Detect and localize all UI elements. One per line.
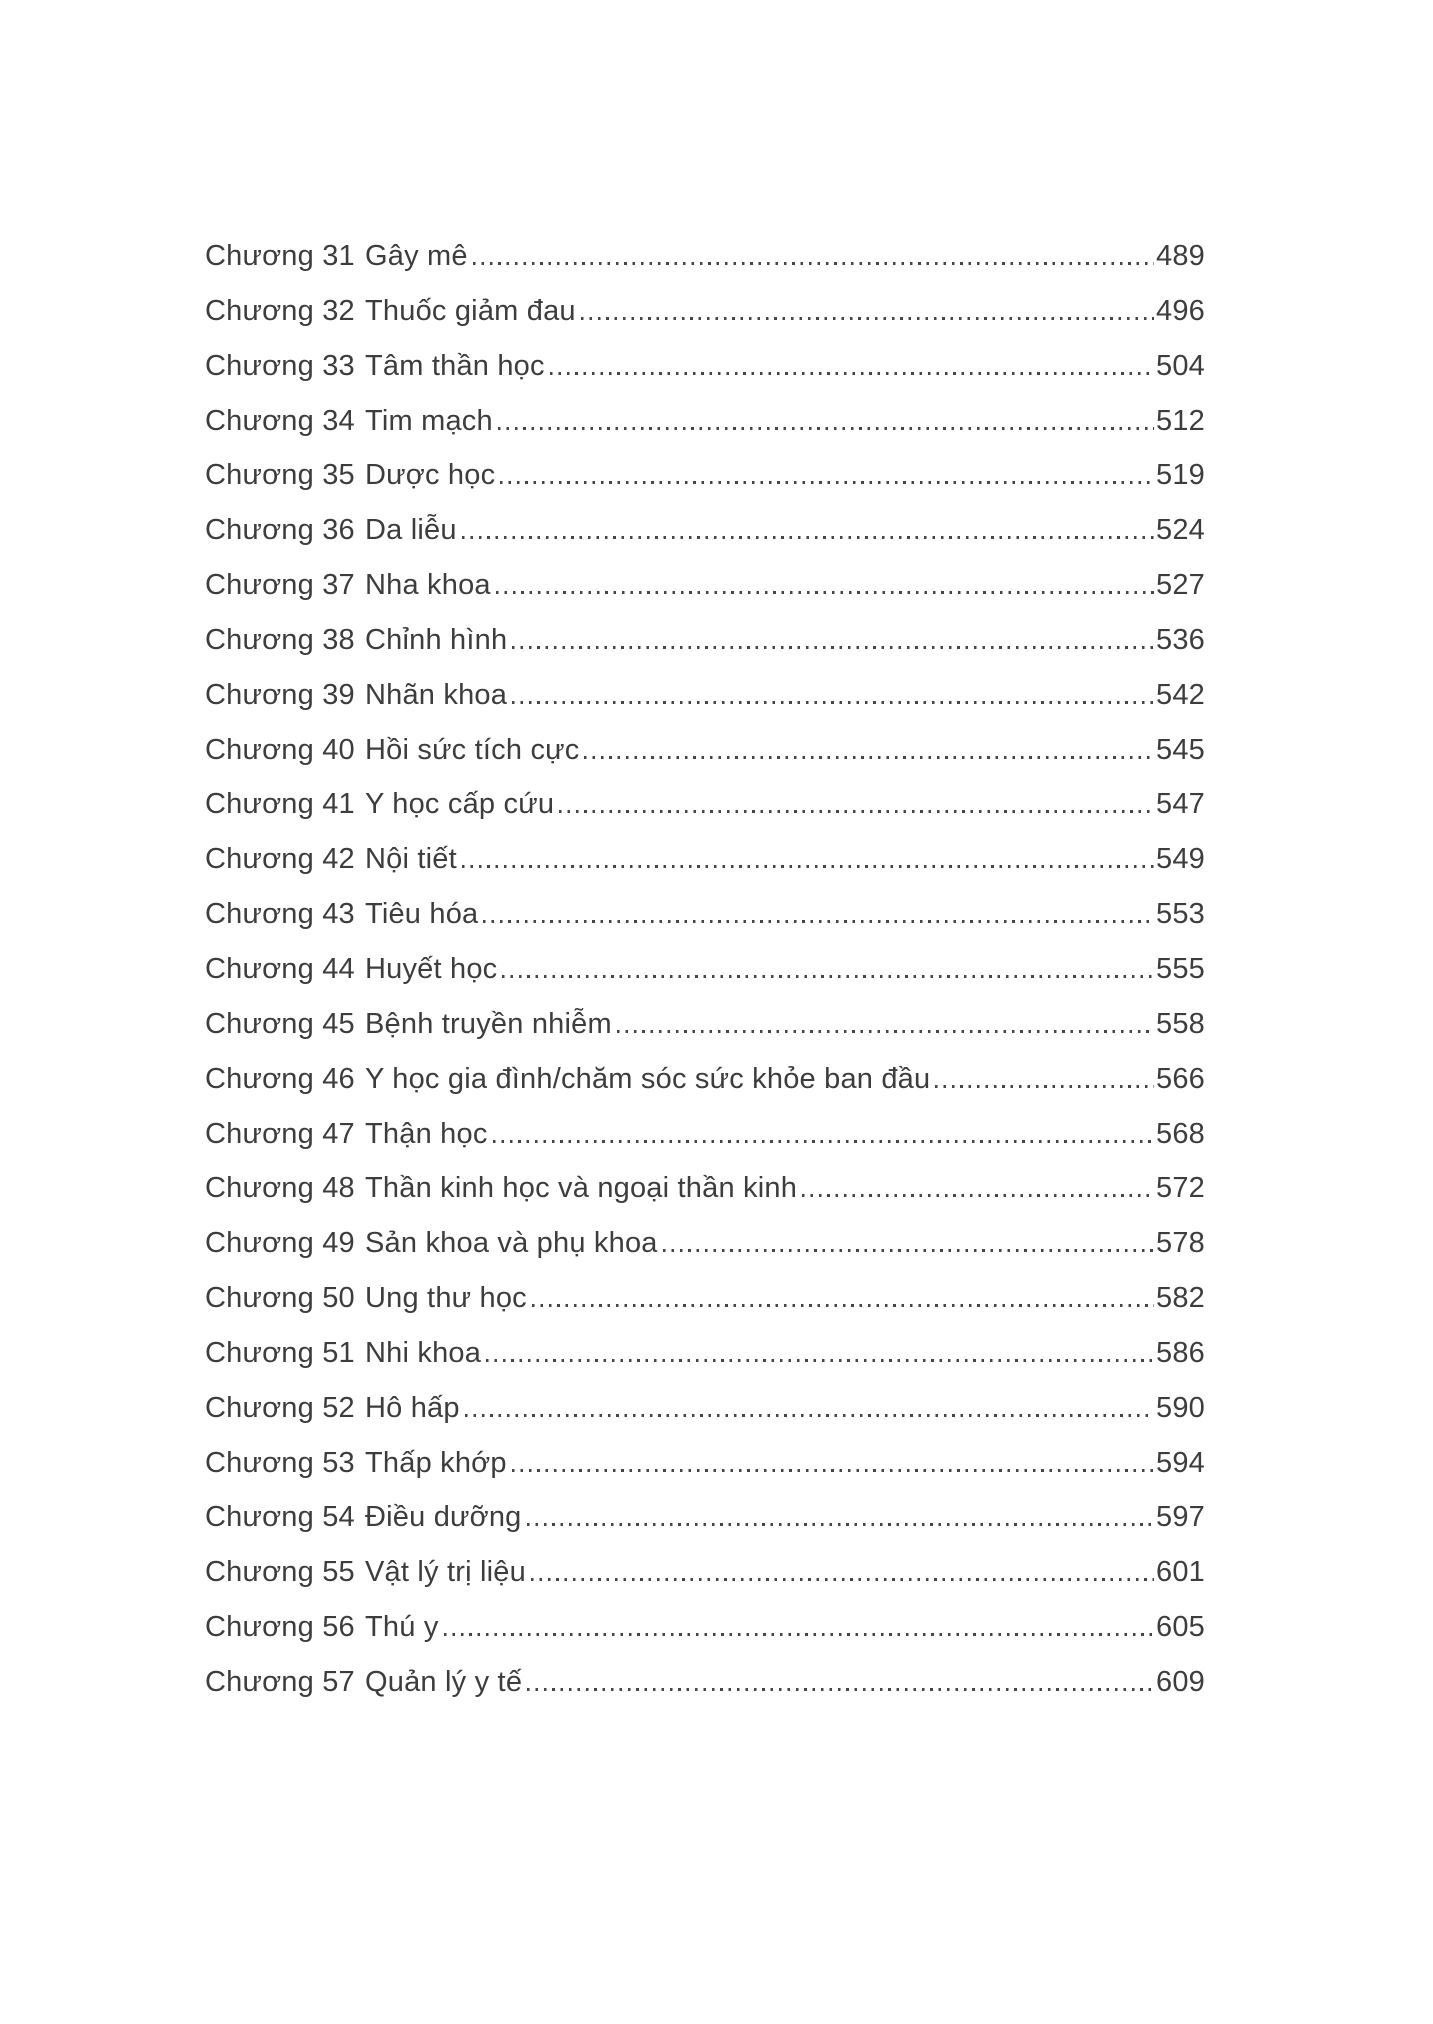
chapter-title: Dược học [365,459,496,492]
chapter-number-label: Chương 36 [205,514,355,547]
chapter-title: Thấp khớp [365,1446,507,1479]
chapter-number-label: Chương 40 [205,733,355,766]
chapter-title: Hồi sức tích cực [365,733,580,766]
chapter-title: Nhi khoa [365,1336,482,1369]
toc-row [205,1326,1205,1381]
dot-leader [581,317,1154,320]
page-number: 590 [1156,1391,1205,1424]
toc-row [205,1600,1205,1655]
toc-row [205,1161,1205,1216]
dot-leader [532,1304,1154,1307]
page-number: 555 [1156,952,1205,985]
toc-row [205,668,1205,723]
dot-leader [527,1523,1154,1526]
toc-row [205,1381,1205,1436]
page-number: 519 [1156,459,1205,492]
page-number: 578 [1156,1227,1205,1260]
chapter-number-label: Chương 52 [205,1391,355,1424]
chapter-title: Thú y [365,1611,439,1644]
chapter-title: Thận học [365,1117,488,1150]
page-number: 601 [1156,1556,1205,1589]
dot-leader [512,701,1154,704]
dot-leader [462,865,1154,868]
chapter-number-label: Chương 50 [205,1282,355,1315]
chapter-title: Điều dưỡng [365,1501,522,1534]
chapter-number-label: Chương 51 [205,1336,355,1369]
chapter-title: Da liễu [365,514,457,547]
page-number: 594 [1156,1446,1205,1479]
toc-row [205,448,1205,503]
chapter-title: Y học gia đình/chăm sóc sức khỏe ban đầu [365,1062,931,1095]
toc-row [205,1271,1205,1326]
chapter-number-label: Chương 32 [205,294,355,327]
dot-leader [559,810,1154,813]
page-number: 605 [1156,1611,1205,1644]
chapter-title: Gây mê [365,240,468,272]
page-number: 549 [1156,843,1205,876]
chapter-number-label: Chương 55 [205,1556,355,1589]
chapter-number-label: Chương 39 [205,678,355,711]
chapter-title: Sản khoa và phụ khoa [365,1227,658,1260]
page-number: 527 [1156,569,1205,602]
dot-leader [802,1194,1154,1197]
toc-row [205,229,1205,284]
toc-row [205,284,1205,339]
toc-row [205,887,1205,942]
toc-list [205,229,1205,1710]
chapter-number-label: Chương 57 [205,1665,355,1698]
page-number: 586 [1156,1336,1205,1369]
toc-row [205,997,1205,1052]
toc-row [205,613,1205,668]
chapter-number-label: Chương 43 [205,898,355,931]
chapter-number-label: Chương 44 [205,952,355,985]
chapter-number-label: Chương 41 [205,788,355,821]
chapter-title: Huyết học [365,952,498,985]
chapter-title: Ung thư học [365,1282,527,1315]
chapter-title: Thuốc giảm đau [365,294,576,327]
chapter-number-label: Chương 48 [205,1172,355,1205]
chapter-title: Nội tiết [365,843,457,876]
chapter-title: Nhãn khoa [365,678,508,711]
toc-row [205,394,1205,449]
toc-row [205,832,1205,887]
chapter-title: Thần kinh học và ngoại thần kinh [365,1172,798,1205]
chapter-number-label: Chương 46 [205,1062,355,1095]
dot-leader [663,1249,1154,1252]
chapter-number-label: Chương 31 [205,240,355,272]
page-number: 524 [1156,514,1205,547]
dot-leader [465,1414,1154,1417]
page-number: 547 [1156,788,1205,821]
dot-leader [493,1140,1154,1143]
toc-row [205,1216,1205,1271]
page-number: 536 [1156,623,1205,656]
chapter-number-label: Chương 45 [205,1007,355,1040]
chapter-title: Hô hấp [365,1391,460,1424]
chapter-number-label: Chương 35 [205,459,355,492]
dot-leader [498,427,1154,430]
chapter-number-label: Chương 33 [205,349,355,382]
chapter-title: Quản lý y tế [365,1665,523,1698]
page-number: 512 [1156,404,1205,437]
page-number: 609 [1156,1665,1205,1698]
toc-row [205,1052,1205,1107]
page-number: 558 [1156,1007,1205,1040]
dot-leader [512,646,1154,649]
toc-row [205,1490,1205,1545]
dot-leader [531,1578,1154,1581]
page-number: 568 [1156,1117,1205,1150]
dot-leader [550,372,1154,375]
dot-leader [584,756,1154,759]
chapter-number-label: Chương 38 [205,623,355,656]
page-number: 597 [1156,1501,1205,1534]
toc-row [205,777,1205,832]
page-number: 572 [1156,1172,1205,1205]
chapter-number-label: Chương 42 [205,843,355,876]
chapter-title: Bệnh truyền nhiễm [365,1007,612,1040]
chapter-number-label: Chương 34 [205,404,355,437]
toc-row [205,558,1205,613]
page-number: 553 [1156,898,1205,931]
page-number: 489 [1156,240,1205,272]
page-number: 542 [1156,678,1205,711]
chapter-title: Nha khoa [365,569,491,602]
toc-row [205,339,1205,394]
dot-leader [486,1359,1154,1362]
chapter-number-label: Chương 37 [205,569,355,602]
chapter-title: Chỉnh hình [365,623,508,656]
chapter-title: Vật lý trị liệu [365,1556,526,1589]
chapter-number-label: Chương 54 [205,1501,355,1534]
page-number: 504 [1156,349,1205,382]
dot-leader [483,920,1154,923]
dot-leader [444,1633,1154,1636]
dot-leader [496,591,1154,594]
page-number: 545 [1156,733,1205,766]
chapter-number-label: Chương 56 [205,1611,355,1644]
toc-row [205,1655,1205,1710]
page-number: 496 [1156,294,1205,327]
toc-row [205,503,1205,558]
chapter-title: Tiêu hóa [365,898,479,931]
dot-leader [617,1030,1154,1033]
page-number: 582 [1156,1282,1205,1315]
toc-row [205,942,1205,997]
dot-leader [502,975,1154,978]
dot-leader [500,481,1154,484]
chapter-title: Y học cấp cứu [365,788,555,821]
page-number: 566 [1156,1062,1205,1095]
dot-leader [512,1469,1154,1472]
chapter-title: Tâm thần học [365,349,545,382]
chapter-number-label: Chương 49 [205,1227,355,1260]
dot-leader [935,1085,1154,1088]
chapter-number-label: Chương 53 [205,1446,355,1479]
dot-leader [527,1688,1154,1691]
toc-row [205,1436,1205,1491]
toc-row [205,723,1205,778]
dot-leader [473,262,1154,265]
chapter-title: Tim mạch [365,404,493,437]
dot-leader [462,536,1154,539]
chapter-number-label: Chương 47 [205,1117,355,1150]
toc-row [205,1545,1205,1600]
toc-row [205,1107,1205,1162]
